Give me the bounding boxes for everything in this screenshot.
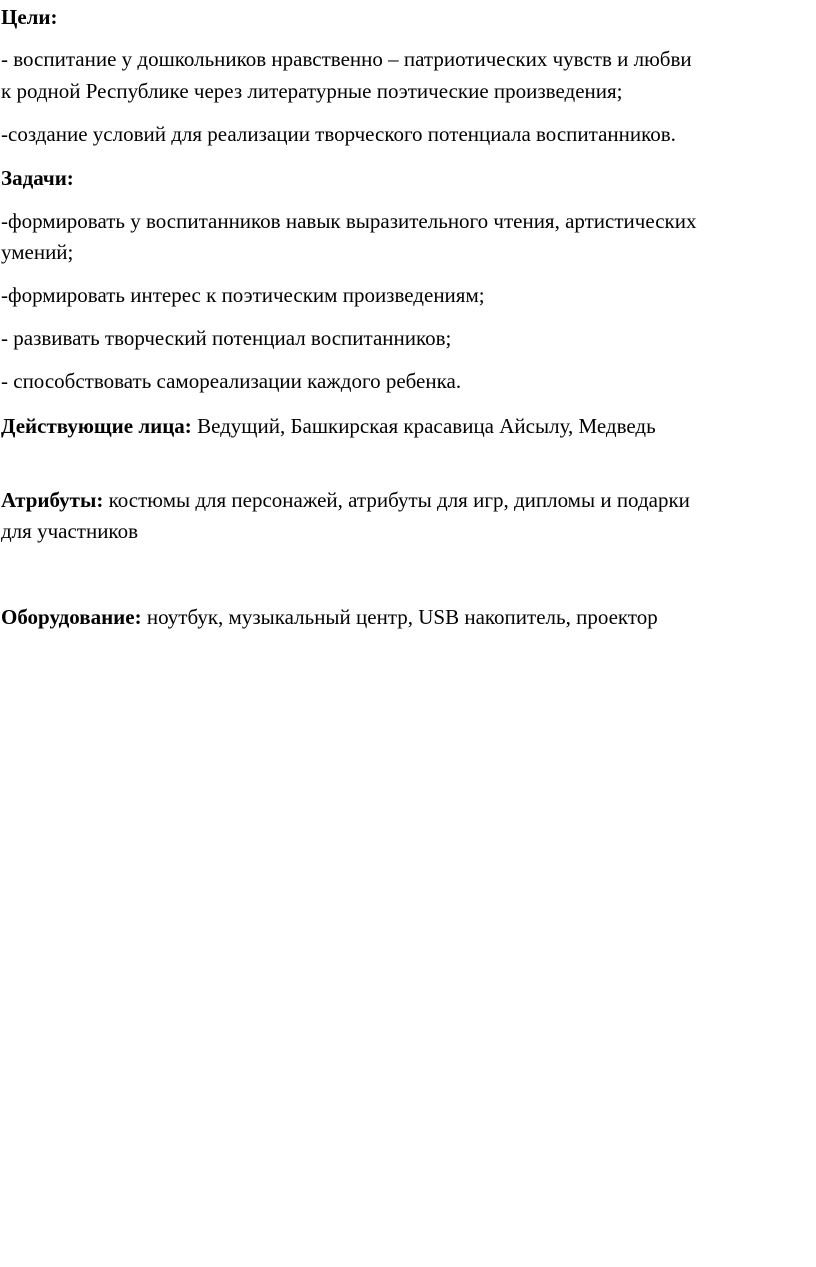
characters-value: Ведущий, Башкирская красавица Айсылу, Медведь: [191, 414, 656, 438]
tasks-heading: Задачи:: [1, 166, 74, 190]
equipment-label: Оборудование:: [1, 605, 142, 629]
attributes-value-line-2: для участников: [1, 519, 138, 543]
tasks-item-3: - развивать творческий потенциал воспитанников;: [1, 326, 452, 350]
tasks-item-4: - способствовать самореализации каждого ребенка.: [1, 369, 462, 393]
tasks-item-1-line-1: -формировать у воспитанников навык выразительного чтения, артистических: [1, 209, 697, 233]
attributes-value-line-1: костюмы для персонажей, атрибуты для игр, дипломы и подарки: [103, 488, 690, 512]
goals-heading: Цели:: [1, 5, 58, 29]
attributes-line-1: [1, 488, 690, 512]
characters-line: [1, 414, 656, 438]
equipment-line: [1, 605, 658, 629]
equipment-value: ноутбук, музыкальный центр, USB накопитель, проектор: [141, 605, 658, 629]
goals-item-2: -создание условий для реализации творческого потенциала воспитанников.: [1, 122, 676, 146]
characters-label: Действующие лица:: [1, 414, 192, 438]
tasks-item-1-line-2: умений;: [1, 240, 74, 264]
tasks-item-2: -формировать интерес к поэтическим произведениям;: [1, 283, 485, 307]
attributes-label: Атрибуты:: [1, 488, 104, 512]
goals-item-1-line-2: к родной Республике через литературные поэтические произведения;: [1, 79, 623, 103]
goals-item-1-line-1: - воспитание у дошкольников нравственно – патриотических чувств и любви: [1, 47, 692, 71]
